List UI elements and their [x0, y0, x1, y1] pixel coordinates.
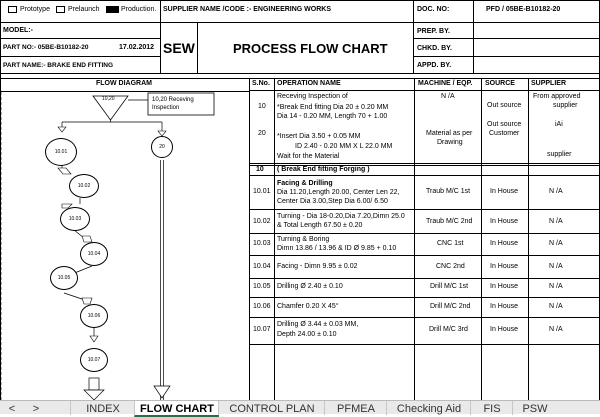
- flow-node: 10.07: [80, 348, 108, 372]
- row-source: In House: [490, 283, 519, 290]
- row-operation: *Break End fitting Dia 20 ± 0.20 MM: [277, 104, 389, 111]
- row-sno: 10.07: [253, 326, 271, 333]
- doc-no-value: PFD / 05BE-B10182-20: [486, 6, 561, 13]
- row-operation: ID 2.40 - 0.20 MM X L 22.0 MM: [295, 143, 393, 150]
- section-title: ( Break End fitting Forging ): [277, 166, 370, 173]
- row-machine: Traub M/C 2nd: [426, 218, 473, 225]
- row-operation: Chamfer 0.20 X 45°: [277, 303, 339, 310]
- row-machine: N /A: [441, 93, 455, 100]
- row-operation: Dia 14 - 0.20 MM, Length 70 + 1.00: [277, 113, 388, 120]
- row-sno: 10.03: [253, 240, 271, 247]
- doc-no-label: DOC. NO:: [417, 6, 450, 13]
- row-supplier: supplier: [553, 102, 578, 109]
- row-machine: Material as per: [426, 130, 473, 137]
- row-machine: Drill M/C 1st: [430, 283, 469, 290]
- row-supplier: iAi: [555, 121, 563, 128]
- row-supplier: N /A: [549, 188, 563, 195]
- row-operation: Center Dia 3.00,Step Dia 6.00/ 6.50: [277, 198, 388, 205]
- supplier-name-label: SUPPLIER NAME /CODE :- ENGINEERING WORKS: [163, 6, 332, 13]
- row-machine: Drill M/C 3rd: [429, 326, 468, 333]
- row-source: Customer: [489, 130, 520, 137]
- row-source: In House: [490, 326, 519, 333]
- brand-logo: SEW: [163, 40, 195, 56]
- legend-prototype-label: Prototype: [20, 6, 50, 13]
- flow-triangle-label: 10,20: [102, 96, 115, 102]
- row-supplier: N /A: [549, 326, 563, 333]
- flow-node: 10.03: [60, 207, 90, 231]
- row-source: Out source: [487, 121, 522, 128]
- tab-scroll-prev-button[interactable]: <: [8, 403, 16, 415]
- chkd-by-label: CHKD. BY.: [417, 45, 453, 52]
- row-source: In House: [490, 188, 519, 195]
- row-operation: Drilling Ø 3.44 ± 0.03 MM,: [277, 321, 359, 328]
- row-sno: 10.02: [253, 218, 271, 225]
- prep-by-label: PREP. BY.: [417, 28, 450, 35]
- col-operation-name: OPERATION NAME: [277, 80, 341, 87]
- flow-node: 10.06: [80, 304, 108, 328]
- part-name-label: PART NAME:- BRAKE END FITTING: [3, 62, 114, 69]
- row-supplier: supplier: [547, 151, 572, 158]
- row-machine: Traub M/C 1st: [426, 188, 471, 195]
- row-supplier: From approved: [533, 93, 581, 100]
- row-supplier: N /A: [549, 283, 563, 290]
- flow-receiving-box-label: Inspection: [152, 105, 180, 111]
- row-operation: Turning - Dia 18-0.20,Dia 7.20,Dimn 25.0: [277, 213, 405, 220]
- row-machine: Drawing: [437, 139, 463, 146]
- row-sno: 20: [258, 130, 266, 137]
- row-sno: 10.01: [253, 188, 271, 195]
- col-machine: MACHINE / EQP.: [418, 80, 473, 87]
- row-machine: Drill M/C 2nd: [430, 303, 471, 310]
- tab-control-plan[interactable]: CONTROL PLAN: [218, 401, 325, 415]
- page-title: PROCESS FLOW CHART: [233, 41, 388, 56]
- flow-diagram-lines: [0, 78, 249, 400]
- row-operation: Depth 24.00 ± 0.10: [277, 331, 337, 338]
- row-operation: Dimn 13.86 / 13.96 & ID Ø 9.85 + 0.10: [277, 245, 397, 252]
- row-sno: 10.04: [253, 263, 271, 270]
- tab-psw[interactable]: PSW: [512, 401, 557, 415]
- flow-node: 10.05: [50, 266, 78, 290]
- row-operation: Receving Inspection of: [277, 93, 348, 100]
- row-supplier: N /A: [549, 240, 563, 247]
- col-sno: S.No.: [252, 80, 270, 87]
- tab-index[interactable]: INDEX: [70, 401, 135, 415]
- row-operation: Drilling Ø 2.40 ± 0.10: [277, 283, 343, 290]
- col-source: SOURCE: [485, 80, 515, 87]
- row-operation: Dia 11.20,Length 20.00, Center Len 22,: [277, 189, 400, 196]
- row-sno: 10: [258, 103, 266, 110]
- appd-by-label: APPD. BY.: [417, 62, 452, 69]
- flow-receiving-box-label: 10,20 Receving: [152, 97, 194, 103]
- col-supplier: SUPPLIER: [531, 80, 567, 87]
- date-value: 17.02.2012: [119, 44, 155, 51]
- legend-production-label: Production.: [121, 6, 157, 13]
- row-operation: Wait for the Material: [277, 153, 340, 160]
- row-operation: Facing & Drilling: [277, 180, 333, 187]
- legend-prototype-box: [8, 6, 17, 13]
- row-source: Out source: [487, 102, 522, 109]
- legend-prelaunch-label: Prelaunch: [68, 6, 100, 13]
- legend-prelaunch-box: [56, 6, 65, 13]
- legend-production-box: [106, 6, 119, 13]
- tab-flow-chart[interactable]: FLOW CHART: [134, 401, 219, 417]
- row-sno: 10.05: [253, 283, 271, 290]
- row-machine: CNC 2nd: [436, 263, 465, 270]
- row-supplier: N /A: [549, 263, 563, 270]
- row-supplier: N /A: [549, 303, 563, 310]
- row-supplier: N /A: [549, 218, 563, 225]
- tab-checking-aid[interactable]: Checking Aid: [386, 401, 471, 415]
- row-operation: *Insert Dia 3.50 + 0.05 MM: [277, 133, 361, 140]
- flow-node: 10.02: [69, 174, 99, 198]
- tab-scroll-next-button[interactable]: >: [32, 403, 40, 415]
- row-source: In House: [490, 303, 519, 310]
- tab-fis[interactable]: FIS: [470, 401, 513, 415]
- flow-node: 10.04: [80, 242, 108, 266]
- row-sno: 10.06: [253, 303, 271, 310]
- row-source: In House: [490, 263, 519, 270]
- model-label: MODEL:-: [3, 27, 33, 34]
- row-source: In House: [490, 218, 519, 225]
- row-source: In House: [490, 240, 519, 247]
- flow-node: 10.01: [45, 138, 77, 166]
- row-machine: CNC 1st: [437, 240, 464, 247]
- tab-pfmea[interactable]: PFMEA: [324, 401, 387, 415]
- col-flow-diagram: FLOW DIAGRAM: [96, 80, 152, 87]
- row-operation: Turning & Boring: [277, 236, 330, 243]
- part-no-label: PART NO:- 05BE-B10182-20: [3, 44, 89, 51]
- section-sno: 10: [256, 166, 264, 173]
- sheet-tabs-bar: [0, 400, 600, 414]
- flow-node-20: 20: [151, 136, 173, 158]
- row-operation: & Total Length 67.50 ± 0.20: [277, 222, 363, 229]
- row-operation: Facing - Dimn 9.95 ± 0.02: [277, 263, 358, 270]
